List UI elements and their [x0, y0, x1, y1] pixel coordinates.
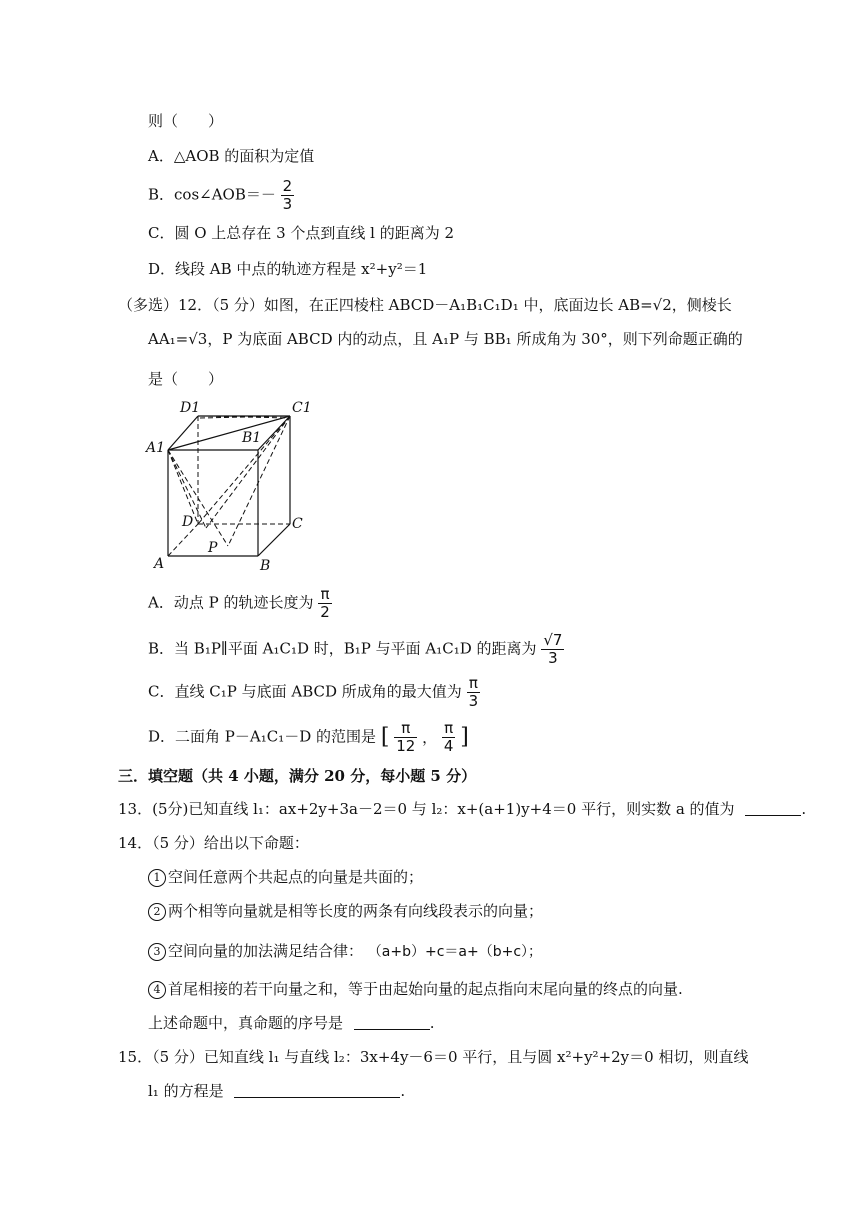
q12-option-b-fraction: [541, 632, 564, 667]
q14-item-3: [148, 940, 542, 963]
fraction-denominator: 12: [396, 737, 416, 755]
q12-option-c: [148, 675, 480, 710]
q14-item-2: [148, 900, 543, 922]
q11-option-c: C．圆 O 上总存在 3 个点到直线 l 的距离为 2: [148, 224, 455, 242]
q14-item-text: 空间向量的加法满足结合律：: [168, 942, 364, 960]
q14-item-text: 空间任意两个共起点的向量是共面的；: [168, 868, 424, 886]
label-a1: A1: [146, 440, 166, 456]
q15-line2: l₁ 的方程是 .: [148, 1082, 406, 1100]
q12-stem-line1: （多选）12．（5 分）如图，在正四棱柱 ABCD－A₁B₁C₁D₁ 中，底面边长 AB=√2，侧棱长: [118, 296, 732, 314]
section-heading: 三．填空题（共 4 小题，满分 20 分，每小题 5 分）: [118, 767, 477, 785]
item-number: 2: [148, 903, 166, 921]
q14-stem: 14．（5 分）给出以下命题：: [118, 834, 309, 852]
q11-tail: 则（ ）: [148, 112, 224, 130]
q14-conclusion-text: 上述命题中，真命题的序号是: [148, 1014, 344, 1032]
q14-item-text: 两个相等向量就是相等长度的两条有向线段表示的向量；: [168, 902, 544, 920]
q13: 13．(5分)已知直线 l₁：ax+2y+3a－2＝0 与 l₂：x+(a+1)y+4＝0 平行，则实数 a 的值为 .: [118, 800, 807, 818]
fraction-numerator: π: [442, 720, 456, 738]
q12-option-b-text: B．当 B₁P∥平面 A₁C₁D 时，B₁P 与平面 A₁C₁D 的距离为: [148, 639, 537, 658]
q12-option-d-text: D．二面角 P－A₁C₁－D 的范围是: [148, 727, 377, 746]
fraction-denominator: 3: [548, 649, 558, 667]
comma: ，: [422, 728, 438, 747]
label-c1: C1: [292, 400, 312, 416]
q14-item-1: [148, 866, 423, 888]
label-c: C: [292, 516, 303, 532]
q12-option-b: [148, 632, 564, 667]
label-d1: D1: [180, 400, 201, 416]
q12-option-d-fraction-low: [394, 720, 417, 755]
q11-option-d: D．线段 AB 中点的轨迹方程是 x²+y²＝1: [148, 260, 428, 278]
fraction-numerator: π: [467, 675, 481, 693]
q11-option-b-fraction: [281, 178, 295, 213]
q14-item-4: [148, 978, 683, 1000]
label-d: D: [182, 514, 194, 530]
fraction-denominator: 3: [468, 692, 479, 710]
bracket-close: ]: [460, 724, 469, 750]
label-b: B: [260, 558, 271, 574]
q12-option-d: [148, 720, 469, 755]
label-p: P: [208, 540, 218, 556]
q14-item-3-formula: （a+b）+c＝a+（b+c）；: [367, 944, 543, 960]
q12-stem-line3: 是（ ）: [148, 370, 224, 388]
item-number: 1: [148, 869, 166, 887]
q12-stem-line2: AA₁=√3，P 为底面 ABCD 内的动点，且 A₁P 与 BB₁ 所成角为 30°，则下列命题正确的: [148, 330, 743, 348]
bracket-open: [: [380, 724, 390, 750]
fraction-denominator: 3: [282, 195, 293, 213]
label-a: A: [154, 556, 165, 572]
q14-conclusion: 上述命题中，真命题的序号是 .: [148, 1014, 435, 1032]
q13-answer-blank[interactable]: [745, 801, 801, 816]
q14-answer-blank[interactable]: [354, 1015, 430, 1030]
q12-option-d-fraction-high: [442, 720, 456, 755]
fraction-denominator: 4: [443, 737, 454, 755]
fraction-numerator: 2: [282, 177, 293, 195]
q15-answer-blank[interactable]: [234, 1083, 400, 1098]
fraction-numerator: √7: [543, 631, 563, 649]
fraction-numerator: π: [318, 586, 332, 604]
q11-option-b-text: B．cos∠AOB＝－: [148, 185, 276, 204]
q13-text: 13．(5分)已知直线 l₁：ax+2y+3a－2＝0 与 l₂：x+(a+1)y+4＝0 平行，则实数 a 的值为: [118, 800, 735, 818]
q12-option-a: [148, 586, 332, 621]
prism-figure: [140, 398, 320, 578]
fraction-denominator: 2: [320, 603, 330, 621]
q15-line2-text: l₁ 的方程是: [148, 1082, 224, 1100]
q14-item-text: 首尾相接的若干向量之和，等于由起始向量的起点指向末尾向量的终点的向量.: [168, 980, 683, 998]
item-number: 4: [148, 981, 166, 999]
item-number: 3: [148, 943, 166, 961]
label-b1: B1: [242, 430, 262, 446]
q11-option-b: [148, 178, 294, 213]
q15-line1: 15．（5 分）已知直线 l₁ 与直线 l₂：3x+4y－6＝0 平行，且与圆 x²+y²+2y＝0 相切，则直线: [118, 1048, 749, 1066]
q12-option-c-fraction: [467, 675, 481, 710]
q12-option-c-text: C．直线 C₁P 与底面 ABCD 所成角的最大值为: [148, 682, 462, 701]
q11-option-a: A．△AOB 的面积为定值: [148, 147, 315, 165]
q12-option-a-fraction: [318, 586, 332, 621]
fraction-numerator: π: [394, 720, 417, 738]
q12-option-a-text: A．动点 P 的轨迹长度为: [148, 593, 314, 612]
